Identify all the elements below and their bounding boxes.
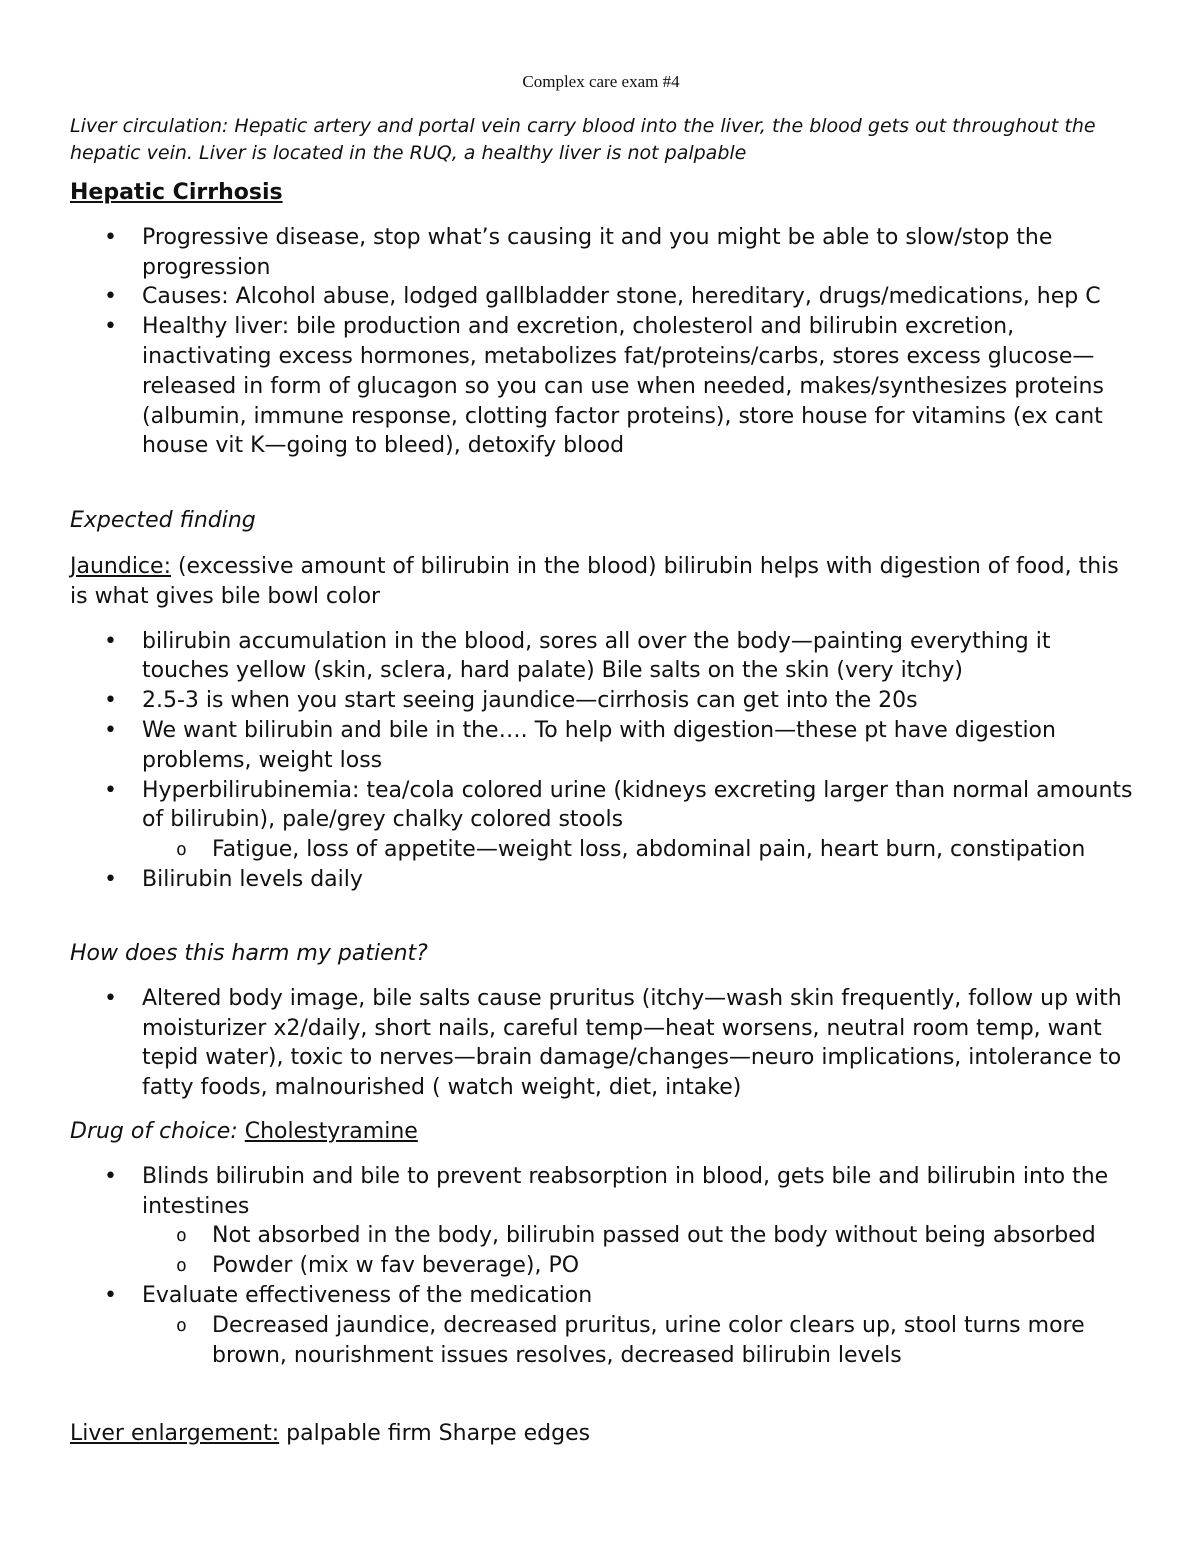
cirrhosis-section xyxy=(70,178,1140,461)
section-title-hepatic-cirrhosis: Hepatic Cirrhosis xyxy=(70,180,283,205)
enlargement-text: palpable firm Sharpe edges xyxy=(279,1421,591,1446)
sub-list-item: o Powder (mix w fav beverage), PO xyxy=(70,1251,1140,1281)
enlargement-label: Liver enlargement: xyxy=(70,1421,280,1446)
expected-finding-heading: Expected finding xyxy=(70,508,256,533)
jaundice-list xyxy=(70,627,1140,895)
page-header: Complex care exam #4 xyxy=(522,72,680,91)
list-item: • Bilirubin levels daily xyxy=(70,865,1140,895)
list-item: • Causes: Alcohol abuse, lodged gallbladder stone, hereditary, drugs/medications, hep C xyxy=(70,282,1140,312)
list-item: • 2.5-3 is when you start seeing jaundice—cirrhosis can get into the 20s xyxy=(70,686,1140,716)
drug-heading xyxy=(70,1117,1140,1147)
list-item: • Evaluate effectiveness of the medication xyxy=(70,1281,1140,1311)
sub-list-item: o Decreased jaundice, decreased pruritus, urine color clears up, stool turns more brown, nourishment issues resolves, decreased bilirubin levels xyxy=(70,1311,1140,1371)
harm-list xyxy=(70,984,1140,1103)
list-item: • Blinds bilirubin and bile to prevent reabsorption in blood, gets bile and bilirubin into the intestines xyxy=(70,1162,1140,1222)
liver-enlargement-paragraph xyxy=(70,1419,1140,1449)
drug-section xyxy=(70,1117,1140,1370)
list-item: • We want bilirubin and bile in the…. To help with digestion—these pt have digestion problems, weight loss xyxy=(70,716,1140,776)
jaundice-section xyxy=(70,552,1140,895)
jaundice-text: (excessive amount of bilirubin in the blood) bilirubin helps with digestion of food, this is what gives bile bowl color xyxy=(70,554,1119,609)
cirrhosis-list xyxy=(70,223,1140,461)
jaundice-label: Jaundice: xyxy=(70,554,171,579)
sub-list-item: o Fatigue, loss of appetite—weight loss, abdominal pain, heart burn, constipation xyxy=(70,835,1140,865)
drug-label: Drug of choice: xyxy=(70,1119,245,1144)
jaundice-paragraph xyxy=(70,552,1140,612)
intro-paragraph: Liver circulation: Hepatic artery and portal vein carry blood into the liver, the blood gets out throughout the hepatic vein. Liver is located in the RUQ, a healthy liver is not palpable xyxy=(70,115,1096,164)
list-item: • Altered body image, bile salts cause pruritus (itchy—wash skin frequently, follow up with moisturizer x2/daily, short nails, careful temp—heat worsens, neutral room temp, want tepid water), toxic to nerves—brain damage/changes—neuro implications, intolerance to fatty foods, malnourished ( watch weight, diet, intake) xyxy=(70,984,1140,1103)
list-item: • Hyperbilirubinemia: tea/cola colored urine (kidneys excreting larger than normal amounts of bilirubin), pale/grey chalky colored stools xyxy=(70,776,1140,836)
list-item: • bilirubin accumulation in the blood, sores all over the body—painting everything it touches yellow (skin, sclera, hard palate) Bile salts on the skin (very itchy) xyxy=(70,627,1140,687)
sub-list-item: o Not absorbed in the body, bilirubin passed out the body without being absorbed xyxy=(70,1221,1140,1251)
harm-heading: How does this harm my patient? xyxy=(70,941,428,966)
list-item: • Healthy liver: bile production and excretion, cholesterol and bilirubin excretion, inactivating excess hormones, metabolizes fat/proteins/carbs, stores excess glucose—released in form of glucagon so you can use when needed, makes/synthesizes proteins (albumin, immune response, clotting factor proteins), store house for vitamins (ex cant house vit K—going to bleed), detoxify blood xyxy=(70,312,1140,461)
harm-section xyxy=(70,939,1140,1103)
list-item: • Progressive disease, stop what’s causing it and you might be able to slow/stop the progression xyxy=(70,223,1140,283)
drug-name: Cholestyramine xyxy=(244,1119,418,1144)
drug-list xyxy=(70,1162,1140,1371)
